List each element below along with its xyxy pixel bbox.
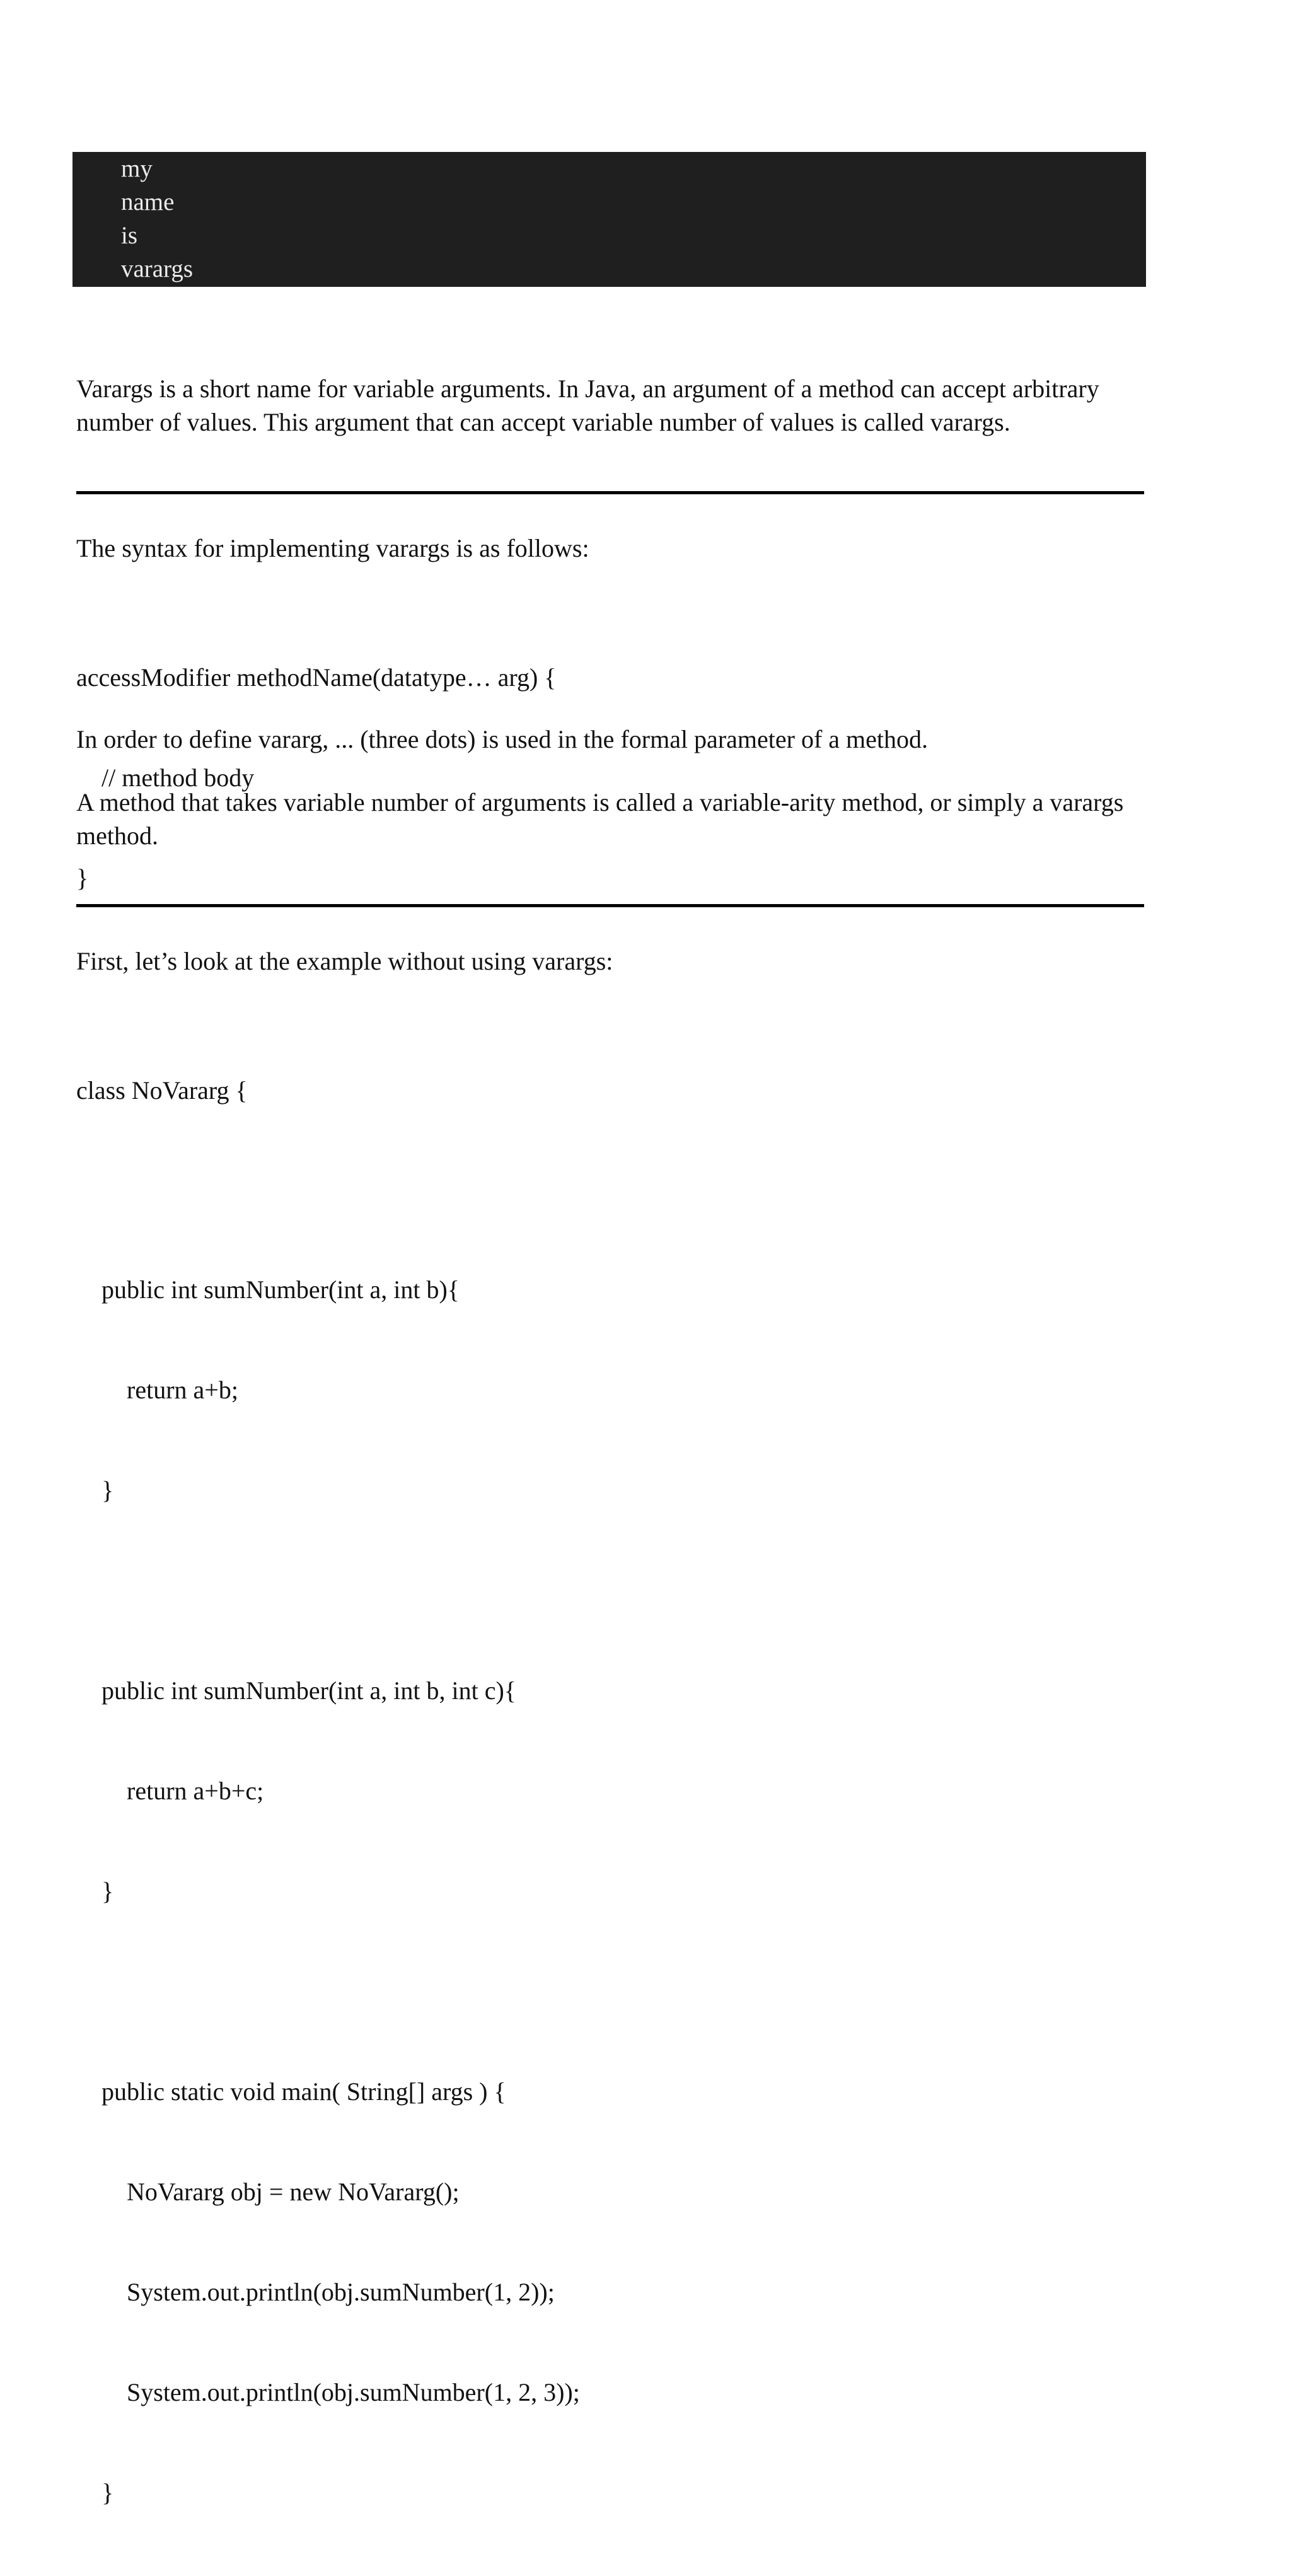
define-vararg-paragraph: In order to define vararg, ... (three dots) is used in the formal parameter of a method. [76, 725, 928, 753]
intro-paragraph: Varargs is a short name for variable arguments. In Java, an argument of a method can accept arbitrary number of values. This argument that can accept variable number of values is called varargs. [76, 374, 1099, 436]
code-line: public int sumNumber(int a, int b){ [76, 1275, 460, 1304]
program-output-box [72, 152, 1146, 287]
code-line: } [76, 864, 89, 892]
section-divider [76, 491, 1144, 494]
code-line: } [76, 1476, 114, 1504]
code-line: } [76, 1877, 114, 1905]
code-line: class NoVararg { [76, 1076, 248, 1105]
code-line: System.out.println(obj.sumNumber(1, 2)); [76, 2278, 555, 2306]
code-line: public static void main( String[] args ) { [76, 2077, 506, 2106]
code-line: System.out.println(obj.sumNumber(1, 2, 3)); [76, 2378, 580, 2406]
code-line: return a+b; [76, 1376, 238, 1404]
code-line: NoVararg obj = new NoVararg(); [76, 2178, 460, 2206]
variable-arity-paragraph: A method that takes variable number of arguments is called a variable-arity method, or simply a varargs method. [76, 788, 1124, 850]
example-code-block [76, 1007, 580, 2576]
code-line: accessModifier methodName(datatype… arg) { [76, 663, 557, 692]
output-line: my [121, 155, 153, 182]
code-line [76, 1975, 580, 2008]
output-line: is [121, 222, 138, 249]
example-intro-paragraph: First, let’s look at the example without using varargs: [76, 947, 613, 975]
section-divider [76, 904, 1144, 907]
code-line [76, 1574, 580, 1607]
code-line: // method body [76, 763, 255, 792]
code-line: } [76, 2478, 114, 2507]
code-line [76, 1174, 580, 1206]
output-line: name [121, 189, 175, 216]
output-line: varargs [121, 255, 194, 282]
syntax-intro-paragraph: The syntax for implementing varargs is as follows: [76, 534, 589, 562]
code-line: public int sumNumber(int a, int b, int c){ [76, 1676, 516, 1705]
code-line: return a+b+c; [76, 1777, 264, 1805]
